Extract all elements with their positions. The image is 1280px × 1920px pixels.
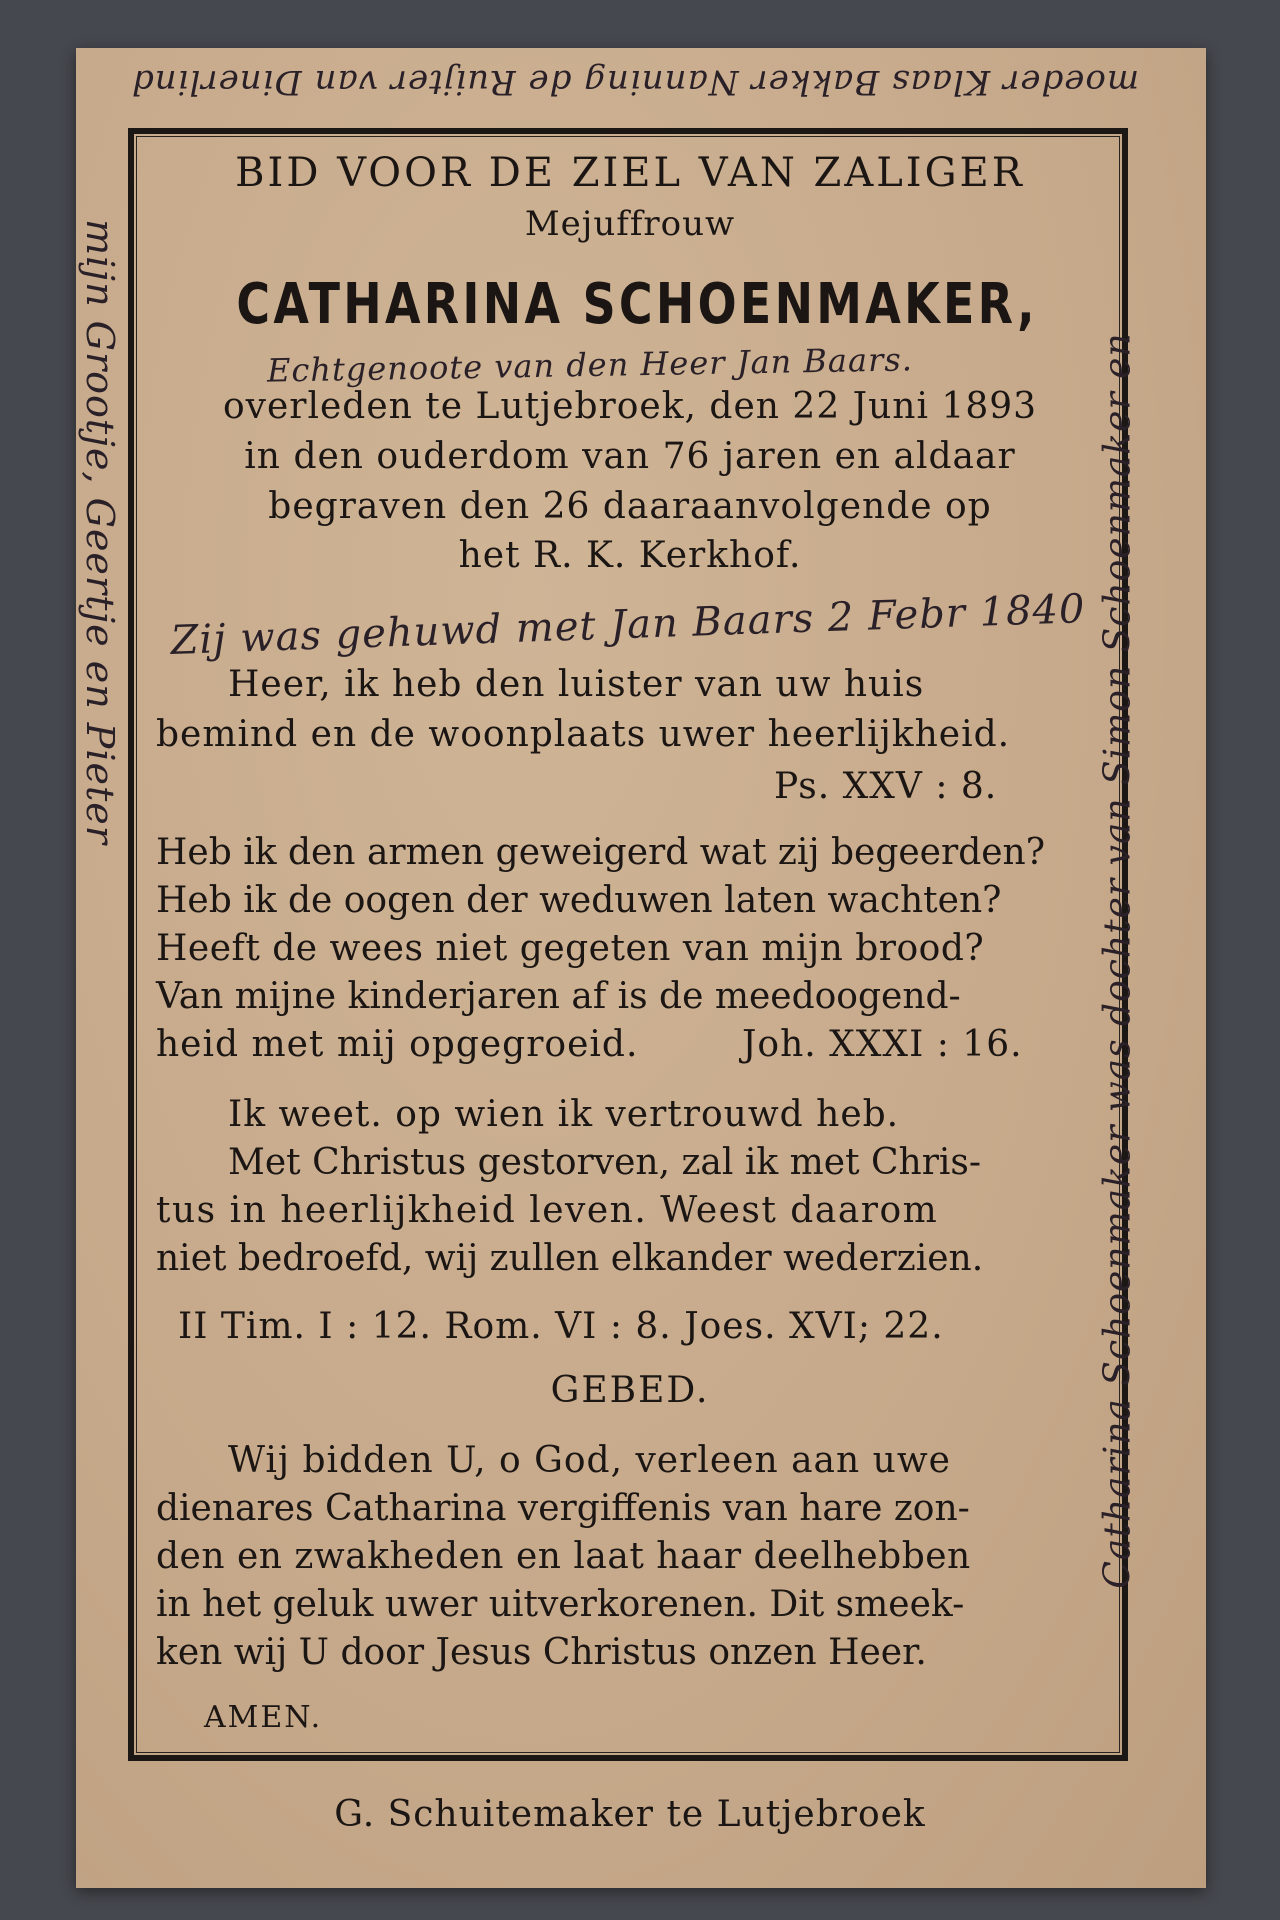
prayer-line4: in het geluk uwer uitverkorenen. Dit smeek- [156,1584,965,1625]
header-salutation: Mejuffrouw [524,204,736,244]
verse2-reference: Joh. XXXI : 16. [742,1024,1023,1065]
handwritten-top-note: moeder Klaas Bakker Nanning de Ruijter van Dinerlind [130,62,1140,102]
cemetery-line: het R. K. Kerkhof. [458,535,802,576]
verse3-line4: niet bedroefd, wij zullen elkander wederzien. [156,1238,984,1279]
verse1-line1: Heer, ik heb den luister van uw huis [228,664,925,705]
verse2-line2: Heb ik de oogen der weduwen laten wachten? [156,880,1002,921]
verse3-line3: tus in heerlijkheid leven. Weest daarom [156,1190,939,1231]
verse3-reference: II Tim. I : 12. Rom. VI : 8. Joes. XVI; 22. [178,1306,944,1347]
verse2-line5: heid met mij opgegroeid. [156,1024,639,1065]
death-line: overleden te Lutjebroek, den 22 Juni 1893 [222,386,1038,427]
deceased-name: CATHARINA SCHOENMAKER, [236,272,1038,337]
verse1-reference: Ps. XXV : 8. [774,766,998,807]
verse1-line2: bemind en de woonplaats uwer heerlijkheid. [156,714,1011,755]
amen: AMEN. [204,1700,323,1735]
age-line: in den ouderdom van 76 jaren en aldaar [244,436,1016,477]
verse3-line1: Ik weet. op wien ik vertrouwd heb. [228,1094,900,1135]
handwritten-right-note: Catharina Schoenmaker was dochter van Simon Schoenmaker en [1097,332,1139,1589]
prayer-title: GEBED. [550,1370,710,1411]
handwritten-left-note: mijn Grootje, Geertje en Pieter [78,219,122,845]
prayer-line5: ken wij U door Jesus Christus onzen Heer. [156,1632,927,1673]
verse2-line1: Heb ik den armen geweigerd wat zij begeerden? [156,832,1046,873]
header-title: BID VOOR DE ZIEL VAN ZALIGER [235,150,1025,196]
prayer-line1: Wij bidden U, o God, verleen aan uwe [228,1440,951,1481]
handwritten-spouse: Echtgenoote van den Heer Jan Baars. [266,340,914,390]
verse2-line4: Van mijne kinderjaren af is de meedoogend- [156,976,961,1017]
handwritten-marriage: Zij was gehuwd met Jan Baars 2 Febr 1840 [169,586,1087,664]
prayer-line2: dienares Catharina vergiffenis van hare zon- [156,1488,970,1529]
burial-line: begraven den 26 daaraanvolgende op [268,486,992,527]
verse3-line2: Met Christus gestorven, zal ik met Chris- [228,1142,982,1183]
prayer-line3: den en zwakheden en laat haar deelhebben [156,1536,971,1577]
printer-imprint: G. Schuitemaker te Lutjebroek [334,1794,926,1835]
verse2-line3: Heeft de wees niet gegeten van mijn brood? [156,928,985,969]
